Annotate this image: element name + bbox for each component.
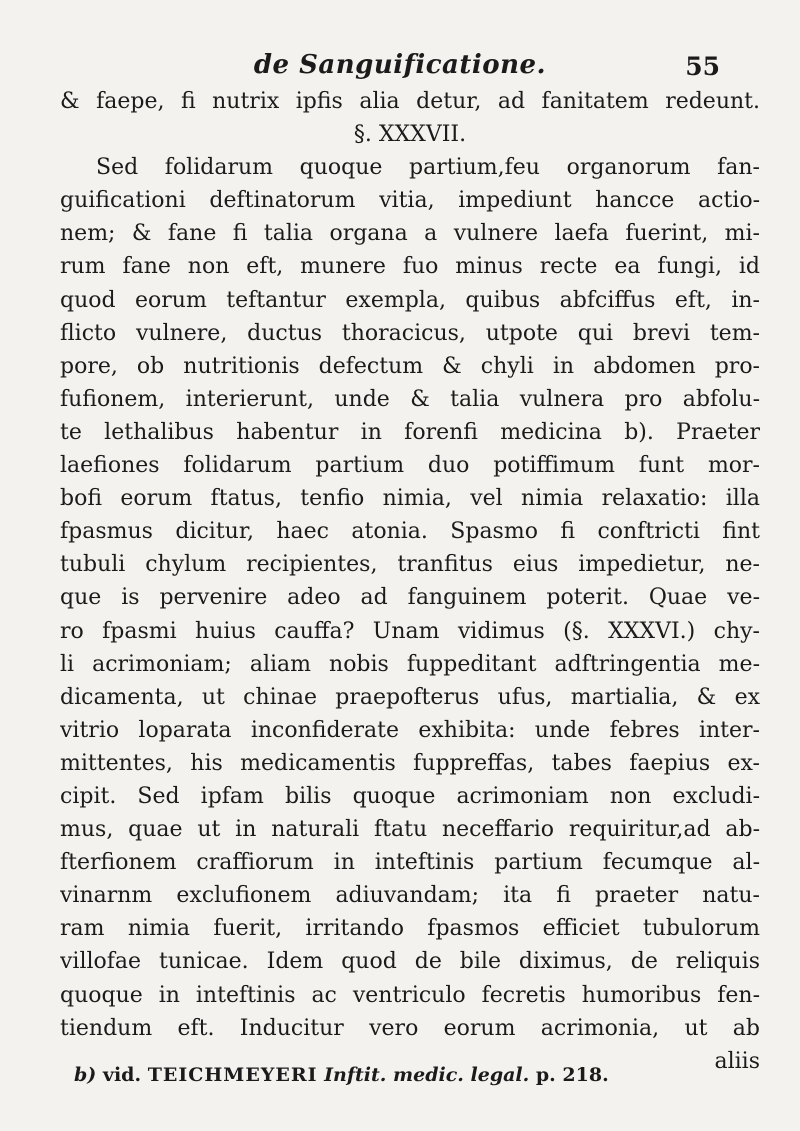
text-line: mus, quae ut in naturali ftatu neceffario requiritur,ad ab- bbox=[60, 817, 760, 843]
text-line: tiendum eft. Inducitur vero eorum acrimonia, ut ab bbox=[60, 1015, 760, 1041]
text-line: fpasmus dicitur, haec atonia. Spasmo fi conftricti fint bbox=[60, 519, 760, 545]
catchword: aliis bbox=[714, 1048, 760, 1074]
text-line: ram nimia fuerit, irritando fpasmos efficiet tubulorum bbox=[60, 916, 760, 942]
text-line: fufionem, interierunt, unde & talia vulnera pro abfolu- bbox=[60, 386, 760, 412]
text-line: cipit. Sed ipfam bilis quoque acrimoniam non excludi- bbox=[60, 783, 760, 809]
text-line: te lethalibus habentur in forenfi medicina b). Praeter bbox=[60, 419, 760, 445]
text-line: fterfionem craffiorum in inteftinis partium fecumque al- bbox=[60, 850, 760, 876]
text-line: quod eorum teftantur exempla, quibus abfciffus eft, in- bbox=[60, 287, 760, 313]
text-line: ro fpasmi huius cauffa? Unam vidimus (§. XXXVI.) chy- bbox=[60, 618, 760, 644]
footnote-work: Inftit. medic. legal. bbox=[324, 1064, 530, 1086]
text-line: vitrio loparata inconfiderate exhibita: unde febres inter- bbox=[60, 717, 760, 743]
text-line: dicamenta, ut chinae praepofterus ufus, martialia, & ex bbox=[60, 684, 760, 710]
text-line: pore, ob nutritionis defectum & chyli in abdomen pro- bbox=[60, 353, 760, 379]
text-line: villofae tunicae. Idem quod de bile diximus, de reliquis bbox=[60, 949, 760, 975]
text-line: nem; & fane fi talia organa a vulnere laefa fuerint, mi- bbox=[60, 221, 760, 247]
text-line: vinarnm exclufionem adiuvandam; ita fi praeter natu- bbox=[60, 883, 760, 909]
body-text bbox=[60, 85, 760, 1078]
text-line: li acrimoniam; aliam nobis fuppeditant adftringentia me- bbox=[60, 651, 760, 677]
text-line: & faepe, fi nutrix ipfis alia detur, ad fanitatem redeunt. bbox=[60, 89, 760, 114]
text-line: laefiones folidarum partium duo potiffimum funt mor- bbox=[60, 453, 760, 479]
footnote-prefix: vid. bbox=[102, 1064, 142, 1086]
footnote-author: TEICHMEYERI bbox=[147, 1064, 318, 1086]
footnote-marker: b) bbox=[74, 1064, 97, 1086]
section-heading: §. XXXVII. bbox=[353, 122, 467, 148]
text-line: Sed folidarum quoque partium,feu organorum fan- bbox=[96, 155, 760, 181]
text-line: flicto vulnere, ductus thoracicus, utpote qui brevi tem- bbox=[60, 320, 760, 346]
text-line: bofi eorum ftatus, tenfio nimia, vel nimia relaxatio: illa bbox=[60, 486, 760, 512]
page-number: 55 bbox=[685, 52, 720, 81]
footnote bbox=[74, 1064, 609, 1086]
text-line: que is pervenire adeo ad fanguinem poterit. Quae ve- bbox=[60, 585, 760, 611]
text-line: tubuli chylum recipientes, tranfitus eius impedietur, ne- bbox=[60, 552, 760, 578]
text-line: rum fane non eft, munere fuo minus recte ea fungi, id bbox=[60, 254, 760, 280]
text-line: guificationi deftinatorum vitia, impediunt hancce actio- bbox=[60, 188, 760, 214]
running-title: de Sanguificatione. bbox=[253, 50, 547, 80]
footnote-page-ref: p. 218. bbox=[535, 1064, 609, 1086]
text-line: quoque in inteftinis ac ventriculo fecretis humoribus fen- bbox=[60, 982, 760, 1008]
text-line: mittentes, his medicamentis fuppreffas, tabes faepius ex- bbox=[60, 750, 760, 776]
